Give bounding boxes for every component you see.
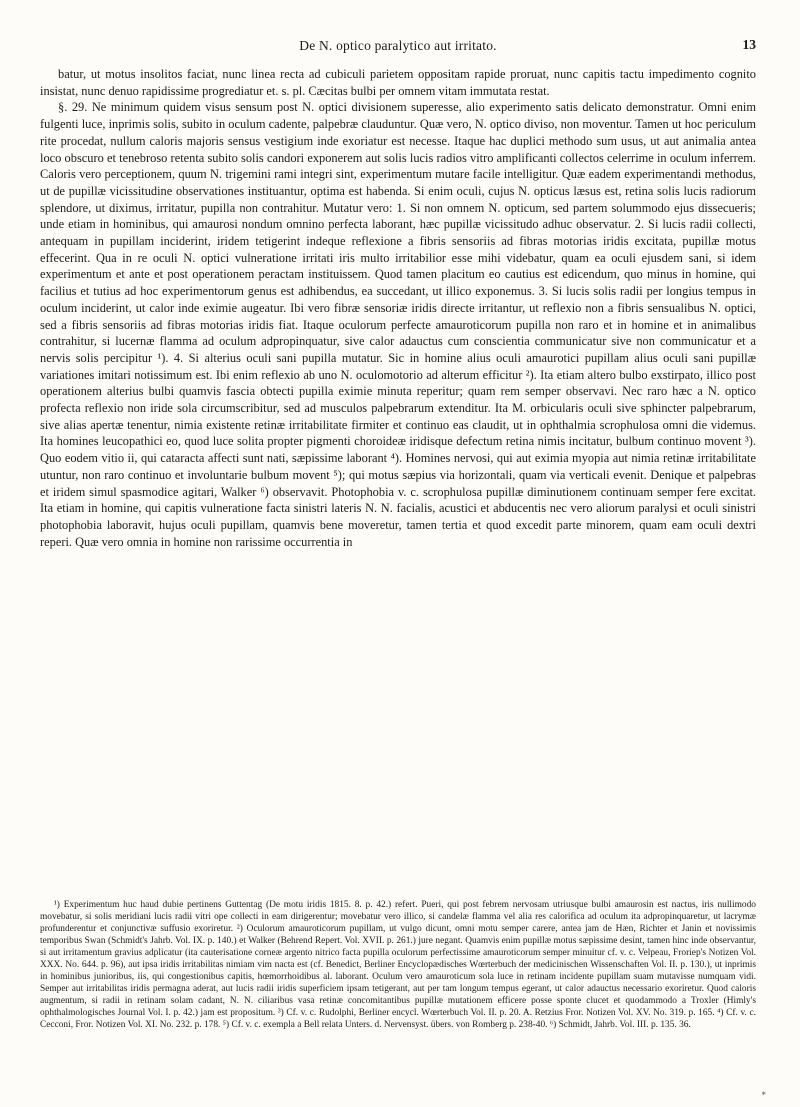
main-text — [40, 66, 756, 550]
page-number: 13 — [742, 37, 756, 52]
footnotes — [40, 900, 756, 1031]
sheet-mark: * — [761, 1090, 766, 1100]
footnote-block: ¹) Experimentum huc haud dubie pertinens Guttentag (De motu iridis 1815. 8. p. 42.) refert. Pueri, qui post febrem nervosam utriusque bulbi amaurosin est nactus, iris nullimodo movebatur, si solis meridiani lucis radii vitri ope collecti in eam dirigerentur; movebatur vero illico, si candelæ flamma vel alia res calorifica ad oculum ita adpropinquaretur, ut lacrymæ profunderentur et conjunctivæ suffusio exoriretur. ²) Oculorum amauroticorum pupillam, ut vulgo dicunt, omni motu semper carere, antea jam de Hæn, Richter et Janin et novissimis temporibus Swan (Schmidt's Jahrb. Vol. IX. p. 140.) et Walker (Behrend Repert. Vol. XVII. p. 261.) jure negant. Quamvis enim pupillæ motus sæpissime desint, tamen hinc inde observantur, si aut irritamentum gravius adplicatur (ita cauterisatione corneæ argento nitrico facta pupilla oculorum perfectissime amauroticorum semper minuitur cf. v. c. Velpeau, Froriep's Notizen Vol. XXX. No. 644. p. 96), aut ipsa iridis irritabilitas nimiam vim nacta est (cf. Benedict, Berliner Encyclopædisches Wœrterbuch der medicinischen Wissenschaften Vol. II. p. 130.), ut inprimis in hominibus junioribus, iis, qui congestionibus capitis, hœmorrhoidibus al. laborant. Oculum vero amauroticum sola luce in retinam incidente pupillam suam mutavisse numquam vidi. Semper aut irritabilitas iridis permagna aderat, aut lucis radii iridis superficiem ipsam tetigerant, aut per tam longum tempus egerant, ut calor adauctus necessario exoriretur. Quod caloris augmentum, si radii in retinam solam cadant, N. N. ciliaribus vasa retinæ concomitantibus pupillæ mutationem efficere posse sponte clucet et quodammodo a Troxler (Himly's ophthalmologisches Journal Vol. I. p. 42.) jam est propositum. ³) Cf. v. c. Rudolphi, Berliner encycl. Wœrterbuch Vol. II. p. 20. A. Retzius Fror. Notizen Vol. XV. No. 319. p. 165. ⁴) Cf. v. c. Cecconi, Fror. Notizen Vol. XI. No. 232. p. 178. ⁵) Cf. v. c. exempla a Bell relata Unters. d. Nervensyst. übers. von Romberg p. 238-40. ⁶) Schmidt, Jahrb. Vol. III. p. 135. 36. — [40, 900, 756, 1030]
running-header — [40, 38, 756, 58]
paragraph: §. 29. Ne minimum quidem visus sensum post N. optici divisionem superesse, alio experimento satis delicato demonstratur. Omni enim fulgenti luce, inprimis solis, subito in oculum cadente, palpebræ clauduntur. Quæ vero, N. optico diviso, non moventur. Tamen ut hoc periculum rite procedat, nullum caloris majoris sensus vestigium inde exoriatur est necesse. Itaque hac duplici methodo sum usus, ut aut animalia antea loco obscuro et tenebroso retenta subito solis candori exponerem aut solis lucis radios vitro amplificanti collectos celerrime in oculum inferrem. Caloris vero perceptionem, quum N. trigemini rami integri sint, experimentum mutare facile intelligitur. Quæ eadem experimentandi methodus, ut de pupillæ vicissitudine observationes instituantur, optima est habenda. Si enim oculi, cujus N. opticus læsus est, retina solis lucis radiorum splendore, ut diximus, irritatur, pupilla non contrahitur. Mutatur vero: 1. Si non omnem N. opticum, sed partem solummodo ejus dissecueris; unde etiam in hominibus, qui amaurosi nondum omnino perfecta laborant, hæc pupillæ vicissitudo adhuc observatur. 2. Si lucis radii collecti, antequam in pupillam inciderint, iridem tetigerint indeque reflexione a fibris sensoriis ad fibras motorias iridis excitata, pupillæ motus effecerint. Qua in re oculi N. optici vulneratione irritati iris multo irritabilior esse mihi videbatur, quam ea oculi ejusdem sani, si idem experimentum et ante et post operationem peractam instituissem. Quod tamen placitum eo cautius est edicendum, quo minus in homine, qui facilius et tutius ad hoc experimentorum genus est adhibendus, ea succedant, ut illico exponemus. 3. Si lucis solis radii per longius tempus in oculum inciderint, ut calor inde eximie augeatur. Ibi vero fibræ sensoriæ iridis directe irritantur, ut reflexio non a fibris sensualibus N. optici, sed a fibris sensoriis ad fibras motorias iridis fiat. Itaque oculorum perfecte amauroticorum pupilla non raro et in homine et in animalibus contrahitur, si lucernæ flamma ad oculum adpropinquatur, sive calor adauctus cum conscientia communicatur sive non communicatur et a nervis solis percipitur ¹). 4. Si alterius oculi sani pupilla mutatur. Sic in homine alius oculi amaurotici pupillam alius oculi sani pupillæ variationes imitari notissimum est. Ibi enim reflexio ab uno N. oculomotorio ad alterum efficitur ²). Ita etiam altero bulbo exstirpato, illico post operationem alterius bulbi quamvis fascia obtecti pupilla eximie minuta reperitur; quam rem semper observavi. Nec raro hæc a N. optico profecta reflexio non iride sola circumscribitur, sed ad musculos palpebrarum extenditur. Ita M. orbicularis oculi sive sphincter palpebrarum, sive alias apertæ tenentur, nimia existente retinæ irritabilitate firmiter et continuo eas claudit, ut in ophthalmia scrophulosa omni die videmus. Ita homines leucopathici eo, quod luce solita propter pigmenti choroideæ iridisque defectum retina nimis incitatur, bulbum continuo movent ³). Quo eodem vitio ii, qui cataracta affecti sunt nati, sæpissime laborant ⁴). Homines nervosi, qui aut eximia myopia aut nimia retinæ irritabilitate utuntur, non raro continuo et involuntarie bulbum movent ⁵); qui motus sæpius via horizontali, quam via verticali evenit. Denique et palpebras et iridem simul spasmodice agitari, Walker ⁶) observavit. Photophobia v. c. scrophulosa pupillæ diminutionem continuam semper fere excitat. Ita etiam in homine, qui capitis vulneratione facta sinistri lateris N. N. facialis, acustici et abducentis nec vero aliorum paralysi et oculi sinistri photophobia laboravit, hujus oculi pupillam, quamvis bene moveretur, tamen tertia et quod excedit parte minorem, quam eam oculi dextri reperi. Quæ vero omnia in homine non rarissime occurrentia in — [40, 100, 756, 549]
running-title: De N. optico paralytico aut irritato. — [299, 38, 497, 53]
paragraph: batur, ut motus insolitos faciat, nunc linea recta ad cubiculi parietem oppositam rapide proruat, nunc capitis tactu impedimento cognito insistat, nunc denuo rapidissime progrediatur et. s. pl. Cæcitas bulbi per omnem vitam immutata restat. — [40, 67, 756, 98]
